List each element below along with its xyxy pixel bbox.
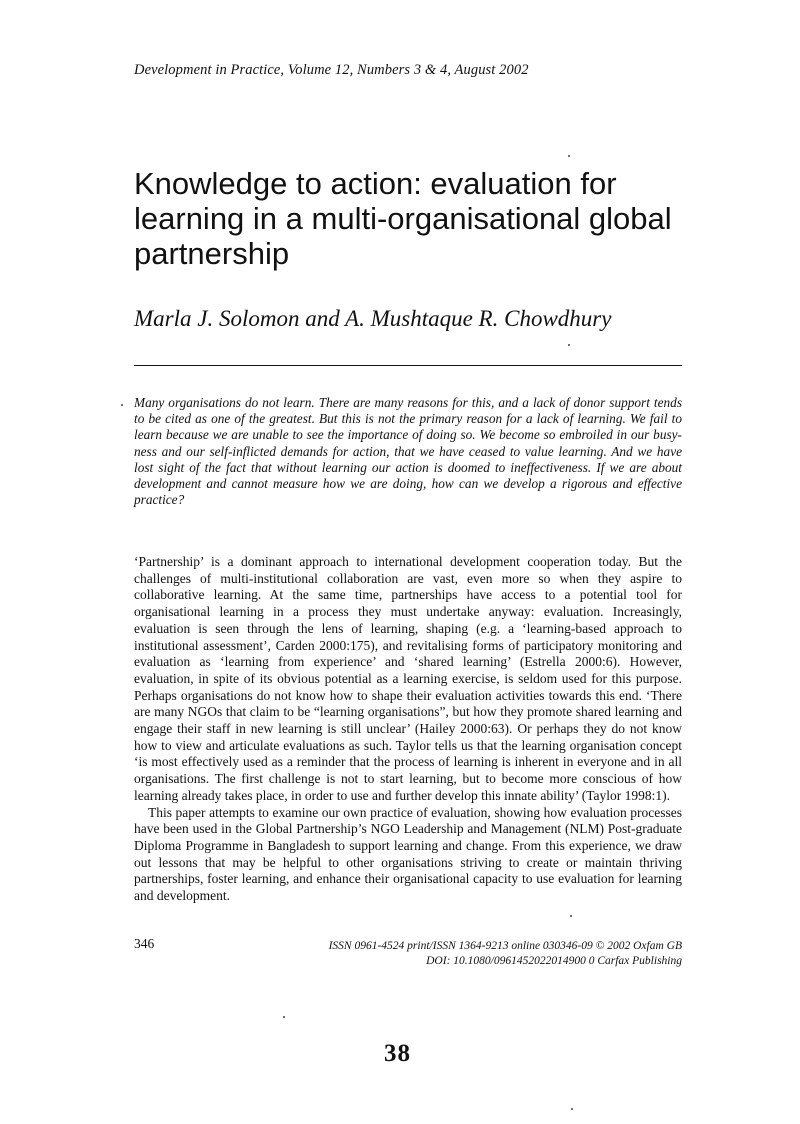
page-number: 346 bbox=[134, 936, 155, 951]
scan-speck bbox=[568, 155, 570, 157]
body-paragraph: This paper attempts to examine our own practice of evaluation, showing how evaluation processes have been used in the Global Partnership’s NGO Leadership and Management (NLM) Post-graduate Diploma Programme in Bangladesh to support learning and change. From this experience, we draw out lessons that may be helpful to other organisations striving to create or maintain thriving partnerships, foster learning, and enhance their organisational capacity to use evaluation for learning and development. bbox=[134, 804, 682, 904]
scan-speck bbox=[570, 915, 572, 917]
scan-speck bbox=[121, 404, 123, 406]
article-authors: Marla J. Solomon and A. Mushtaque R. Chowdhury bbox=[134, 306, 612, 331]
title-rule bbox=[134, 365, 682, 366]
scan-speck bbox=[283, 1016, 285, 1018]
archive-stamp: 38 bbox=[384, 1040, 411, 1067]
article-body bbox=[134, 554, 682, 905]
abstract: Many organisations do not learn. There are many reasons for this, and a lack of donor support tends to be cited as one of the greatest. But this is not the primary reason for a lack of learning. We fail to learn because we are unable to see the importance of doing so. We become so embroiled in our busy-ness and our self-inflicted demands for action, that we have ceased to value learning. And we have lost sight of the fact that without learning our action is doomed to ineffectiveness. If we are about development and cannot measure how we are doing, how can we develop a rigorous and effective practice? bbox=[134, 395, 682, 508]
doi-line: DOI: 10.1080/0961452022014900 0 Carfax Publishing bbox=[426, 955, 682, 967]
scan-speck bbox=[571, 1108, 573, 1110]
body-paragraph: ‘Partnership’ is a dominant approach to international development cooperation today. But the challenges of multi-institutional collaboration are vast, even more so when they aspire to collaborative learning. At the same time, partnerships have access to a potential tool for organisational learning in a process they must undertake anyway: evaluation. Increasingly, evaluation is seen through the lens of learning, shaping (e.g. a ‘learning-based approach to institutional assessment’, Carden 2000:175), and revitalising forms of participatory monitoring and evaluation as ‘learning from experience’ and ‘shared learning’ (Estrella 2000:6). However, evaluation, in spite of its obvious potential as a learning exercise, is seldom used for this purpose. Perhaps organisations do not know how to shape their evaluation activities towards this end. ‘There are many NGOs that claim to be “learning organisations”, but how they promote shared learning and engage their staff in new learning is still unclear’ (Hailey 2000:63). Or perhaps they do not know how to view and articulate evaluations as such. Taylor tells us that the learning organisation concept ‘is most effectively used as a reminder that the process of learning is inherent in everyone and in all organisations. The first challenge is not to start learning, but to become more conscious of how learning already takes place, in order to use and further develop this innate ability’ (Taylor 1998:1). bbox=[134, 554, 682, 803]
article-title: Knowledge to action: evaluation for learning in a multi-organisational global partnership bbox=[134, 166, 672, 271]
issn-line: ISSN 0961-4524 print/ISSN 1364-9213 online 030346-09 © 2002 Oxfam GB bbox=[328, 940, 682, 952]
scan-speck bbox=[568, 344, 570, 346]
journal-header: Development in Practice, Volume 12, Numbers 3 & 4, August 2002 bbox=[134, 62, 529, 78]
issn-block bbox=[262, 939, 682, 969]
